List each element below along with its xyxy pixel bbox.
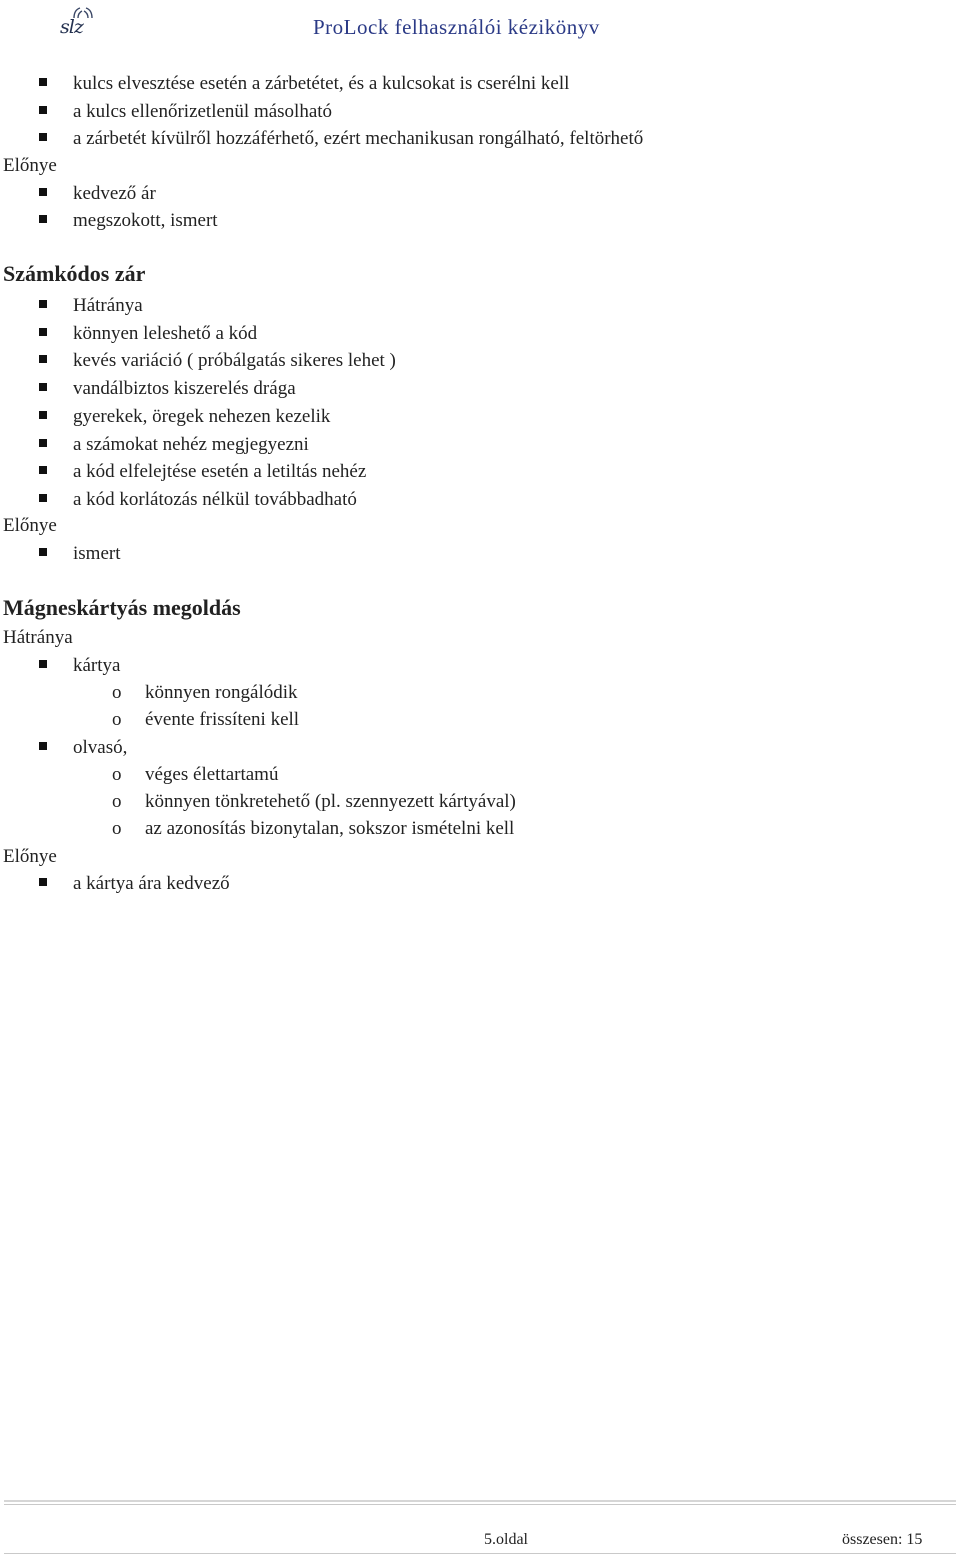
sub-list-item: könnyen tönkretehető (pl. szennyezett kártyával) [145, 791, 516, 812]
section-heading: Számkódos zár [3, 261, 146, 286]
list-item: ismert [73, 543, 121, 564]
section-label: Hátránya [3, 627, 73, 648]
list-item: a kód korlátozás nélkül továbbadható [73, 489, 357, 510]
list-item: kevés variáció ( próbálgatás sikeres lehet ) [73, 350, 396, 371]
page-header [0, 0, 960, 52]
list-item: vandálbiztos kiszerelés drága [73, 378, 296, 399]
list-item: megszokott, ismert [73, 210, 218, 231]
bullet-square-icon [39, 742, 47, 750]
company-logo [56, 6, 98, 46]
bullet-square-icon [39, 106, 47, 114]
bullet-square-icon [39, 494, 47, 502]
bullet-square-icon [39, 188, 47, 196]
list-item: kártya [73, 655, 121, 676]
bullet-square-icon [39, 878, 47, 886]
list-item: a számokat nehéz megjegyezni [73, 434, 309, 455]
section-label: Előnye [3, 846, 57, 867]
section-label: Előnye [3, 515, 57, 536]
sub-list-item: véges élettartamú [145, 764, 279, 785]
bullet-square-icon [39, 355, 47, 363]
list-item: a kód elfelejtése esetén a letiltás nehéz [73, 461, 367, 482]
list-item: a zárbetét kívülről hozzáférhető, ezért mechanikusan rongálható, feltörhető [73, 128, 644, 149]
page-number: 5.oldal [484, 1531, 528, 1548]
list-item: kedvező ár [73, 183, 156, 204]
sub-list-item: az azonosítás bizonytalan, sokszor ismételni kell [145, 818, 515, 839]
document-title: ProLock felhasználói kézikönyv [313, 15, 600, 39]
list-item: gyerekek, öregek nehezen kezelik [73, 406, 331, 427]
list-item: olvasó, [73, 737, 128, 758]
list-item: a kártya ára kedvező [73, 873, 230, 894]
sub-list-item: könnyen rongálódik [145, 682, 298, 703]
section-label: Előnye [3, 155, 57, 176]
sub-list-item: évente frissíteni kell [145, 709, 300, 730]
sub-bullet-marker: o [112, 682, 122, 703]
bullet-square-icon [39, 300, 47, 308]
list-item: könnyen leleshető a kód [73, 323, 258, 344]
bullet-square-icon [39, 439, 47, 447]
bullet-square-icon [39, 133, 47, 141]
list-item: a kulcs ellenőrizetlenül másolható [73, 101, 333, 122]
footer-bottom-rule [4, 1553, 956, 1554]
logo-text: slz [60, 16, 83, 38]
footer-divider [4, 1500, 956, 1502]
sub-bullet-marker: o [112, 709, 122, 730]
bullet-square-icon [39, 78, 47, 86]
footer-divider-secondary [4, 1504, 956, 1505]
sub-bullet-marker: o [112, 764, 122, 785]
bullet-square-icon [39, 466, 47, 474]
bullet-square-icon [39, 411, 47, 419]
section-heading: Mágneskártyás megoldás [3, 595, 241, 620]
sub-bullet-marker: o [112, 791, 122, 812]
sub-bullet-marker: o [112, 818, 122, 839]
bullet-square-icon [39, 383, 47, 391]
bullet-square-icon [39, 660, 47, 668]
bullet-square-icon [39, 215, 47, 223]
bullet-square-icon [39, 328, 47, 336]
page-total: összesen: 15 [842, 1531, 923, 1548]
bullet-square-icon [39, 548, 47, 556]
list-item: Hátránya [73, 295, 143, 316]
list-item: kulcs elvesztése esetén a zárbetétet, és a kulcsokat is cserélni kell [73, 73, 570, 94]
